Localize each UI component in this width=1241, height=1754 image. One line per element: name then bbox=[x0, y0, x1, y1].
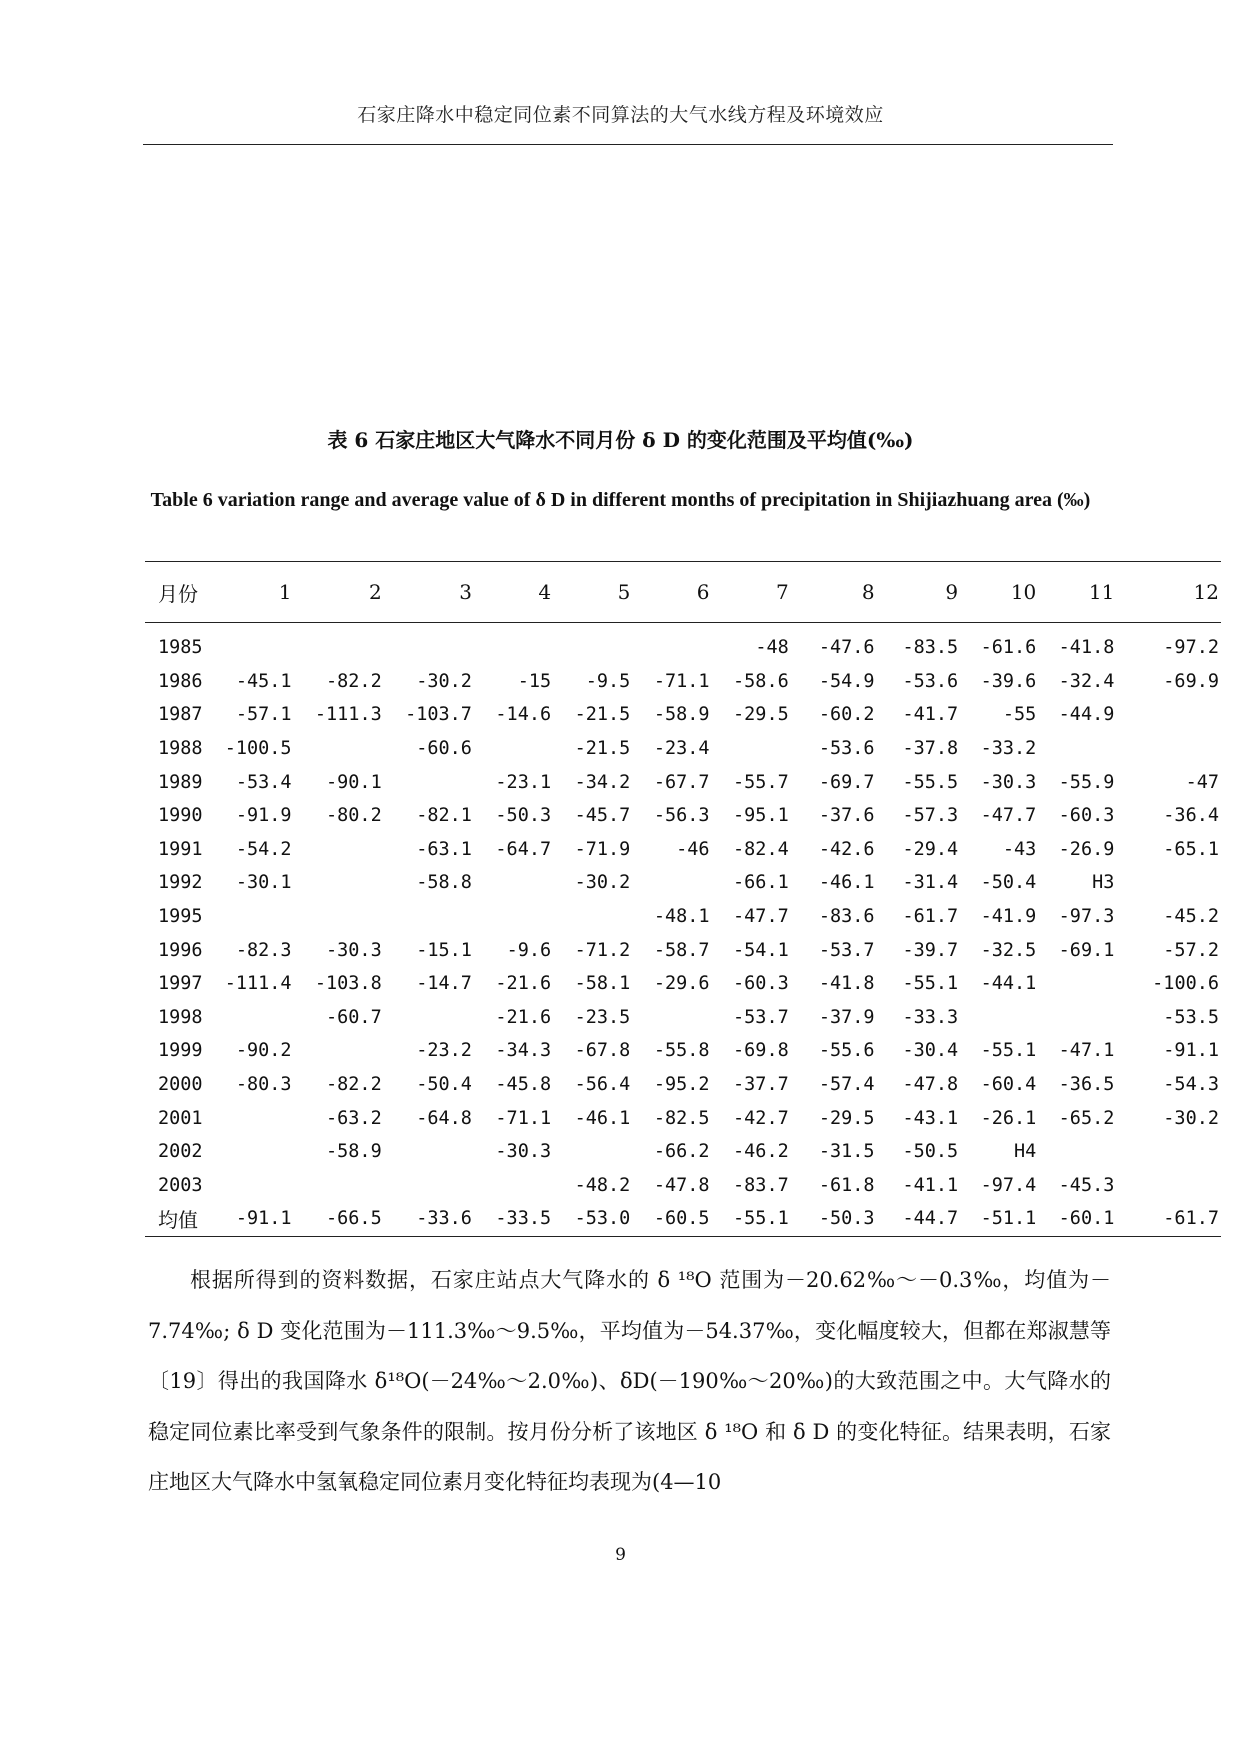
table-cell: -50.3 bbox=[495, 805, 552, 827]
table-cell: -53.6 bbox=[902, 670, 959, 692]
column-header: 10 bbox=[960, 562, 1038, 623]
table-cell bbox=[632, 623, 711, 665]
table-cell: -58.8 bbox=[416, 872, 472, 894]
table-cell: -67.7 bbox=[653, 771, 710, 793]
table-cell: -47.7 bbox=[980, 805, 1037, 827]
table-mean-row bbox=[145, 1202, 1221, 1236]
table-cell bbox=[384, 1169, 474, 1203]
table-cell: -31.4 bbox=[902, 872, 959, 894]
table-cell: -21.6 bbox=[495, 1006, 552, 1028]
row-label: 均值 bbox=[145, 1202, 208, 1236]
table-cell bbox=[474, 900, 553, 934]
table-cell: -23.4 bbox=[653, 738, 710, 760]
table-cell bbox=[1038, 1001, 1116, 1035]
table-cell: -23.5 bbox=[574, 1006, 631, 1028]
table-cell: -71.1 bbox=[653, 670, 710, 692]
row-label: 2000 bbox=[158, 1074, 203, 1096]
row-label: 1997 bbox=[158, 973, 203, 995]
row-label: 2002 bbox=[158, 1141, 203, 1163]
header-rule bbox=[143, 144, 1113, 145]
table-cell: -37.6 bbox=[818, 805, 875, 827]
row-label: 1996 bbox=[158, 939, 203, 961]
table-cell: -97.2 bbox=[1163, 637, 1219, 659]
table-cell bbox=[384, 1135, 474, 1169]
table-cell: -55.6 bbox=[818, 1040, 875, 1062]
table-cell: -55.1 bbox=[712, 1202, 791, 1236]
table-cell: -54.3 bbox=[1163, 1074, 1219, 1096]
table-cell bbox=[294, 833, 384, 867]
table-cell: -46.1 bbox=[574, 1107, 631, 1129]
table-row bbox=[145, 1034, 1221, 1068]
table-cell: -54.2 bbox=[235, 838, 292, 860]
table-cell: -23.2 bbox=[416, 1040, 472, 1062]
table-cell: -55.7 bbox=[733, 771, 789, 793]
table-cell: -60.6 bbox=[416, 738, 472, 760]
table-cell: -41.8 bbox=[1058, 637, 1115, 659]
table-cell: -47.7 bbox=[733, 906, 789, 928]
table-cell: -50.4 bbox=[980, 872, 1037, 894]
table-cell: -30.2 bbox=[1163, 1107, 1219, 1129]
table-cell: -32.5 bbox=[980, 939, 1037, 961]
table-cell: -45.2 bbox=[1163, 906, 1219, 928]
table-cell: -30.3 bbox=[326, 939, 382, 961]
table-cell: -103.8 bbox=[314, 973, 382, 995]
table-cell: -53.5 bbox=[1163, 1006, 1219, 1028]
table-row bbox=[145, 665, 1221, 699]
table-cell: -69.9 bbox=[1163, 670, 1219, 692]
table-cell: -65.1 bbox=[1163, 838, 1219, 860]
table-cell: -58.7 bbox=[653, 939, 710, 961]
table-cell: -42.6 bbox=[818, 838, 875, 860]
table-cell: -50.3 bbox=[791, 1202, 877, 1236]
table-header-row bbox=[145, 562, 1221, 623]
table-cell: -63.2 bbox=[326, 1107, 382, 1129]
table-cell: -37.7 bbox=[733, 1074, 789, 1096]
table-cell: -34.3 bbox=[495, 1040, 552, 1062]
table-cell: -60.7 bbox=[326, 1006, 382, 1028]
row-label: 1998 bbox=[158, 1006, 203, 1028]
table-cell: -103.7 bbox=[405, 704, 472, 726]
table-cell: -91.9 bbox=[235, 805, 292, 827]
column-header: 12 bbox=[1116, 562, 1221, 623]
table-cell bbox=[384, 623, 474, 665]
table-cell: -21.5 bbox=[574, 738, 631, 760]
table-cell: -60.1 bbox=[1038, 1202, 1116, 1236]
table-cell: -57.2 bbox=[1163, 939, 1219, 961]
table-cell: -60.5 bbox=[632, 1202, 711, 1236]
table-row bbox=[145, 967, 1221, 1001]
table-cell bbox=[553, 1135, 632, 1169]
row-label: 1999 bbox=[158, 1040, 203, 1062]
table-cell: -50.4 bbox=[416, 1074, 472, 1096]
table-cell: -60.3 bbox=[733, 973, 789, 995]
table-cell: -57.1 bbox=[235, 704, 292, 726]
table-cell bbox=[294, 623, 384, 665]
table-body bbox=[145, 623, 1221, 1237]
table-cell bbox=[553, 623, 632, 665]
table-cell bbox=[208, 1001, 294, 1035]
table-row bbox=[145, 900, 1221, 934]
table-cell: -54.9 bbox=[818, 670, 875, 692]
table-cell bbox=[474, 866, 553, 900]
table-cell: -33.6 bbox=[384, 1202, 474, 1236]
row-label: 1988 bbox=[158, 738, 203, 760]
table-cell: -30.2 bbox=[574, 872, 631, 894]
table-cell bbox=[208, 623, 294, 665]
table-cell: -15 bbox=[517, 670, 552, 692]
table-cell: -29.5 bbox=[818, 1107, 875, 1129]
table-row bbox=[145, 933, 1221, 967]
table-row bbox=[145, 1101, 1221, 1135]
table-cell: -36.4 bbox=[1163, 805, 1219, 827]
table-cell: -66.5 bbox=[294, 1202, 384, 1236]
table-cell bbox=[1038, 732, 1116, 766]
table-cell bbox=[712, 732, 791, 766]
table-cell bbox=[1116, 732, 1221, 766]
table-cell: -55.1 bbox=[902, 973, 959, 995]
row-label: 1986 bbox=[158, 670, 203, 692]
column-header: 6 bbox=[632, 562, 711, 623]
table-cell: -39.7 bbox=[902, 939, 959, 961]
table-cell: -45.3 bbox=[1058, 1174, 1115, 1196]
row-label: 2003 bbox=[158, 1174, 203, 1196]
table-cell: -61.7 bbox=[902, 906, 959, 928]
table-cell: -15.1 bbox=[416, 939, 472, 961]
table-cell: -48 bbox=[755, 637, 789, 659]
table-row bbox=[145, 799, 1221, 833]
table-cell: -55.8 bbox=[653, 1040, 710, 1062]
table-cell: -97.3 bbox=[1058, 906, 1115, 928]
table-cell: -95.1 bbox=[733, 805, 789, 827]
table-cell: -71.2 bbox=[574, 939, 631, 961]
table-cell: -100.6 bbox=[1152, 973, 1219, 995]
column-header: 3 bbox=[384, 562, 474, 623]
table-cell: -29.5 bbox=[733, 704, 789, 726]
table-cell: -91.1 bbox=[1163, 1040, 1219, 1062]
table-cell: -66.2 bbox=[653, 1141, 710, 1163]
table-cell: -56.4 bbox=[574, 1074, 631, 1096]
table-cell bbox=[632, 1001, 711, 1035]
table-cell: -57.3 bbox=[902, 805, 959, 827]
row-label: 1985 bbox=[158, 637, 203, 659]
table-cell bbox=[1038, 967, 1116, 1001]
table-cell: -9.6 bbox=[506, 939, 552, 961]
table-cell: -33.5 bbox=[474, 1202, 553, 1236]
table-row bbox=[145, 623, 1221, 665]
table-cell: -47.1 bbox=[1058, 1040, 1115, 1062]
table-cell bbox=[1116, 1169, 1221, 1203]
column-header: 2 bbox=[294, 562, 384, 623]
column-header: 8 bbox=[791, 562, 877, 623]
table-cell: -64.7 bbox=[495, 838, 552, 860]
row-label: 1991 bbox=[158, 838, 203, 860]
table-cell: -55 bbox=[1002, 704, 1037, 726]
table-cell bbox=[960, 1001, 1038, 1035]
column-header: 1 bbox=[208, 562, 294, 623]
table-cell: -82.4 bbox=[733, 838, 789, 860]
table-cell bbox=[384, 765, 474, 799]
table-cell: -90.2 bbox=[235, 1040, 292, 1062]
column-header: 5 bbox=[553, 562, 632, 623]
column-header: 11 bbox=[1038, 562, 1116, 623]
table-cell: -61.7 bbox=[1116, 1202, 1221, 1236]
table-cell: -82.3 bbox=[235, 939, 292, 961]
table-row bbox=[145, 833, 1221, 867]
table-cell bbox=[1116, 866, 1221, 900]
row-label: 2001 bbox=[158, 1107, 203, 1129]
table-cell: -29.6 bbox=[653, 973, 710, 995]
table-cell bbox=[1038, 1135, 1116, 1169]
table-row bbox=[145, 765, 1221, 799]
table-cell: -83.5 bbox=[902, 637, 959, 659]
table-cell: -21.5 bbox=[574, 704, 631, 726]
table-cell: -33.2 bbox=[980, 738, 1037, 760]
table-cell: -64.8 bbox=[416, 1107, 472, 1129]
table-cell: -83.6 bbox=[818, 906, 875, 928]
table-cell bbox=[1116, 1135, 1221, 1169]
table-cell: H3 bbox=[1092, 872, 1115, 894]
table-cell bbox=[632, 866, 711, 900]
table-cell: -45.1 bbox=[235, 670, 292, 692]
table-cell bbox=[474, 1169, 553, 1203]
table-cell: -53.0 bbox=[553, 1202, 632, 1236]
body-paragraph: 根据所得到的资料数据，石家庄站点大气降水的 δ ¹⁸O 范围为－20.62‰～－0.3‰，均值为－7.74‰; δ D 变化范围为－111.3‰～9.5‰，平均值为－54.37‰，变化幅度较大，但都在郑淑慧等〔19〕得出的我国降水 δ¹⁸O(－24‰～2.0‰)、δD(－190‰～20‰)的大致范围之中。大气降水的稳定同位素比率受到气象条件的限制。按月份分析了该地区 δ ¹⁸O 和 δ D 的变化特征。结果表明，石家庄地区大气降水中氢氧稳定同位素月变化特征均表现为(4—10 bbox=[148, 1268, 1111, 1494]
table-cell: -61.6 bbox=[980, 637, 1037, 659]
table-cell: -69.1 bbox=[1058, 939, 1115, 961]
table-cell: -30.3 bbox=[980, 771, 1037, 793]
table-cell: -14.6 bbox=[495, 704, 552, 726]
table-row bbox=[145, 732, 1221, 766]
table-cell: -63.1 bbox=[416, 838, 472, 860]
table-cell: -82.5 bbox=[653, 1107, 710, 1129]
table-cell: -55.1 bbox=[980, 1040, 1037, 1062]
running-header: 石家庄降水中稳定同位素不同算法的大气水线方程及环境效应 bbox=[357, 104, 884, 126]
table-cell: -23.1 bbox=[495, 771, 552, 793]
table-row bbox=[145, 1135, 1221, 1169]
table-cell: -57.4 bbox=[818, 1074, 875, 1096]
table-cell: -26.9 bbox=[1058, 838, 1115, 860]
row-label: 1995 bbox=[158, 906, 203, 928]
table-cell: -41.8 bbox=[818, 973, 875, 995]
table-cell: -111.3 bbox=[314, 704, 382, 726]
table-cell: -41.7 bbox=[902, 704, 959, 726]
page-number: 9 bbox=[615, 1545, 626, 1565]
table-cell bbox=[294, 1034, 384, 1068]
table-cell: -44.9 bbox=[1058, 704, 1115, 726]
table-cell bbox=[474, 732, 553, 766]
table-cell: -60.4 bbox=[980, 1074, 1037, 1096]
table-cell: -37.8 bbox=[902, 738, 959, 760]
table-cell: -46 bbox=[676, 838, 710, 860]
table-cell: -55.9 bbox=[1058, 771, 1115, 793]
table-row bbox=[145, 1068, 1221, 1102]
table-cell: -14.7 bbox=[416, 973, 472, 995]
table-cell: -55.5 bbox=[902, 771, 959, 793]
table-cell: -67.8 bbox=[574, 1040, 631, 1062]
table-cell: -48.2 bbox=[574, 1174, 631, 1196]
table-cell: -53.7 bbox=[733, 1006, 789, 1028]
table-cell: -61.8 bbox=[818, 1174, 875, 1196]
table-cell: -33.3 bbox=[902, 1006, 959, 1028]
table-cell: -44.7 bbox=[877, 1202, 961, 1236]
table-cell: -58.1 bbox=[574, 973, 631, 995]
table-cell: -91.1 bbox=[208, 1202, 294, 1236]
table-cell: -34.2 bbox=[574, 771, 631, 793]
table-cell bbox=[294, 1169, 384, 1203]
row-label: 1990 bbox=[158, 805, 203, 827]
table-cell: -58.6 bbox=[733, 670, 789, 692]
table-cell: -30.3 bbox=[495, 1141, 552, 1163]
table-row bbox=[145, 698, 1221, 732]
table-cell: -69.7 bbox=[818, 771, 875, 793]
table-cell: -53.4 bbox=[235, 771, 292, 793]
table-cell: -100.5 bbox=[224, 738, 292, 760]
column-header: 7 bbox=[712, 562, 791, 623]
table-row bbox=[145, 1001, 1221, 1035]
table-cell: -66.1 bbox=[733, 872, 789, 894]
table-cell: -32.4 bbox=[1058, 670, 1115, 692]
row-label: 1992 bbox=[158, 872, 203, 894]
table-cell: -46.2 bbox=[733, 1141, 789, 1163]
table-cell: -53.7 bbox=[818, 939, 875, 961]
table-cell: -45.7 bbox=[574, 805, 631, 827]
table-cell: -42.7 bbox=[733, 1107, 789, 1129]
table-cell: -45.8 bbox=[495, 1074, 552, 1096]
table-cell: -51.1 bbox=[960, 1202, 1038, 1236]
table-cell: -37.9 bbox=[818, 1006, 875, 1028]
table-cell bbox=[474, 623, 553, 665]
table-cell: -44.1 bbox=[980, 973, 1037, 995]
table-row bbox=[145, 866, 1221, 900]
table-cell: -41.1 bbox=[902, 1174, 959, 1196]
table-cell: H4 bbox=[1013, 1141, 1037, 1163]
table-cell bbox=[384, 900, 474, 934]
table-cell: -31.5 bbox=[818, 1141, 875, 1163]
table-cell: -21.6 bbox=[495, 973, 552, 995]
table-cell: -95.2 bbox=[653, 1074, 710, 1096]
table-cell: -47.8 bbox=[653, 1174, 710, 1196]
table-cell bbox=[208, 1135, 294, 1169]
table-cell: -60.3 bbox=[1058, 805, 1115, 827]
table-cell: -58.9 bbox=[326, 1141, 382, 1163]
table-cell bbox=[208, 1101, 294, 1135]
table-cell: -58.9 bbox=[653, 704, 710, 726]
table-cell: -9.5 bbox=[585, 670, 631, 692]
column-header: 9 bbox=[877, 562, 961, 623]
table-cell bbox=[1116, 698, 1221, 732]
table-cell: -39.6 bbox=[980, 670, 1037, 692]
table-cell: -41.9 bbox=[980, 906, 1037, 928]
table-cell bbox=[294, 900, 384, 934]
table-cell: -29.4 bbox=[902, 838, 959, 860]
delta-d-table bbox=[145, 561, 1221, 1237]
table-caption-chinese: 表 6 石家庄地区大气降水不同月份 δ D 的变化范围及平均值(‰) bbox=[327, 428, 914, 452]
table-cell: -82.1 bbox=[416, 805, 472, 827]
table-cell bbox=[294, 866, 384, 900]
column-header-month: 月份 bbox=[145, 562, 208, 623]
table-cell: -71.9 bbox=[574, 838, 631, 860]
row-label: 1989 bbox=[158, 771, 203, 793]
table-cell: -48.1 bbox=[653, 906, 710, 928]
table-cell bbox=[208, 900, 294, 934]
table-cell bbox=[384, 1001, 474, 1035]
row-label: 1987 bbox=[158, 704, 203, 726]
table-cell bbox=[208, 1169, 294, 1203]
table-cell: -47 bbox=[1185, 771, 1219, 793]
table-cell: -97.4 bbox=[980, 1174, 1037, 1196]
body-text bbox=[148, 1255, 1111, 1508]
table-cell: -71.1 bbox=[495, 1107, 552, 1129]
table-cell: -82.2 bbox=[326, 670, 382, 692]
table-cell: -90.1 bbox=[326, 771, 382, 793]
table-cell: -46.1 bbox=[818, 872, 875, 894]
table-cell: -47.8 bbox=[902, 1074, 959, 1096]
table-caption-english: Table 6 variation range and average value of δ D in different months of precipitation in Shijiazhuang area (‰) bbox=[150, 489, 1091, 511]
table-cell: -53.6 bbox=[818, 738, 875, 760]
table-cell: -30.1 bbox=[235, 872, 292, 894]
table-cell: -65.2 bbox=[1058, 1107, 1115, 1129]
table-cell: -80.3 bbox=[235, 1074, 292, 1096]
table-cell: -30.4 bbox=[902, 1040, 959, 1062]
table-cell: -80.2 bbox=[326, 805, 382, 827]
table-cell: -50.5 bbox=[902, 1141, 959, 1163]
table-cell: -82.2 bbox=[326, 1074, 382, 1096]
table-cell: -47.6 bbox=[818, 637, 875, 659]
table-cell: -60.2 bbox=[818, 704, 875, 726]
table-cell: -43.1 bbox=[902, 1107, 959, 1129]
column-header: 4 bbox=[474, 562, 553, 623]
table-cell bbox=[294, 732, 384, 766]
table-row bbox=[145, 1169, 1221, 1203]
table-cell: -36.5 bbox=[1058, 1074, 1115, 1096]
table-cell: -30.2 bbox=[416, 670, 472, 692]
table-cell: -54.1 bbox=[733, 939, 789, 961]
table-cell bbox=[553, 900, 632, 934]
table-cell: -83.7 bbox=[733, 1174, 789, 1196]
table-cell: -43 bbox=[1002, 838, 1037, 860]
table-cell: -111.4 bbox=[224, 973, 292, 995]
table-cell: -26.1 bbox=[980, 1107, 1037, 1129]
table-cell: -69.8 bbox=[733, 1040, 789, 1062]
table-cell: -56.3 bbox=[653, 805, 710, 827]
